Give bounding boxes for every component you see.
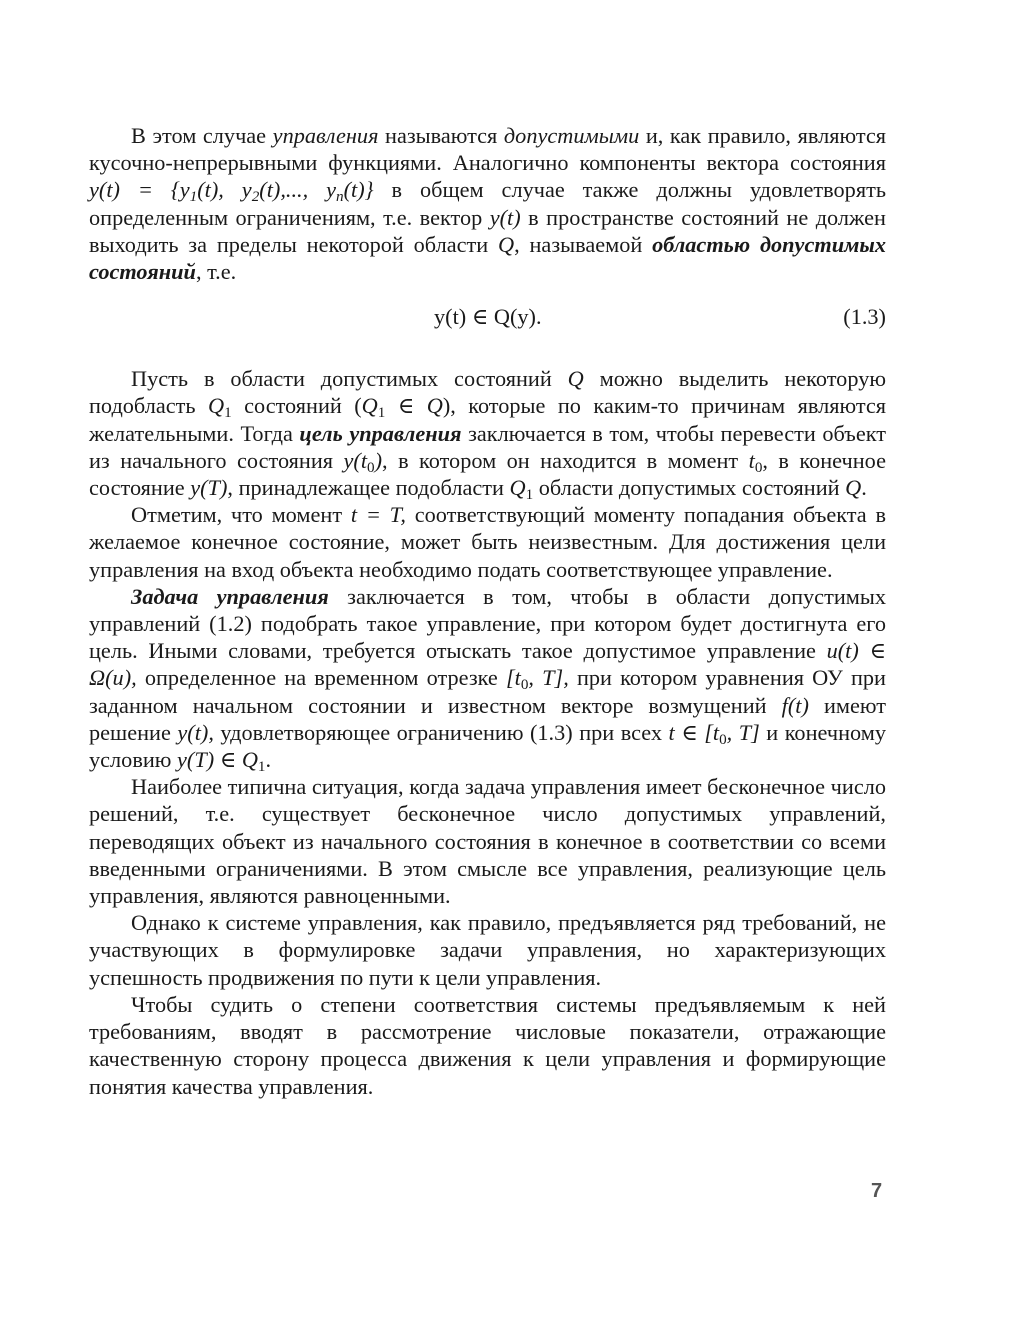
page-body bbox=[89, 122, 886, 1100]
italic-term: управления bbox=[272, 123, 379, 148]
paragraph-6: Однако к системе управления, как правило, предъявляется ряд требований, не участвующих в формулировке задачи управления, но характеризующих успешность продвижения по пути к цели управления. bbox=[89, 910, 886, 990]
bold-term: цель управления bbox=[299, 420, 462, 446]
italic-term: допустимыми bbox=[503, 123, 640, 148]
page-number: 7 bbox=[871, 1180, 883, 1202]
text: , называемой bbox=[514, 231, 653, 257]
bold-term: областью допустимых состояний bbox=[89, 231, 886, 285]
paragraph-2: Пусть в области допустимых состояний Q можно выделить некоторую подобласть $Q_1$ состояний ($Q_1$ ∈ Q), которые по каким-то причинам являются желательными. Тогда цель управления заключается в том, чтобы перевести объект из начального состояния $y(t_0)$, в котором он находится в момент $t_0$, в конечное состояние y(T), принадлежащее подобласти $Q_1$ области допустимых состояний Q. bbox=[89, 366, 887, 504]
text: и, как правило, являются кусочно-непрерывными функциями. Аналогично компоненты вектора состояния bbox=[89, 123, 886, 176]
state-vector-formula: $y(t) = \{y_1(t)$, $y_2(t)$,..., $y_n(t)$} bbox=[89, 177, 374, 206]
text: в пространстве состояний не должен выходить за пределы некоторой области bbox=[89, 204, 886, 257]
paragraph-1 bbox=[89, 122, 886, 285]
bold-term: Задача управления bbox=[131, 583, 329, 609]
inline-formula: y(t) bbox=[489, 204, 521, 230]
text: , т.е. bbox=[195, 259, 237, 285]
paragraph-7: Чтобы судить о степени соответствия системы предъявляемым к ней требованиям, вводят в рассмотрение числовые показатели, отражающие качественную сторону процесса движения к цели управления и формирующие понятия качества управления. bbox=[89, 991, 886, 1099]
inline-formula: Q bbox=[498, 231, 515, 257]
equation-formula: y(t) ∈ Q(y). bbox=[434, 304, 542, 330]
paragraph-3: Отметим, что момент t = T, соответствующий моменту попадания объекта в желаемое конечное состояние, может быть неизвестным. Для достижения цели управления на вход объекта необходимо подать соответствующее управление. bbox=[89, 502, 886, 582]
paragraph-5: Наиболее типична ситуация, когда задача управления имеет бесконечное число решений, т.е. существует бесконечное число допустимых управлений, переводящих объект из начального состояния в конечное в соответствии со всеми введенными ограничениями. В этом смысле все управления, реализующие цель управления, являются равноценными. bbox=[89, 774, 886, 909]
display-equation bbox=[89, 303, 886, 341]
text: в общем случае также должны удовлетворять определенным ограничениям, т.е. вектор bbox=[89, 177, 887, 230]
text: называются bbox=[378, 123, 504, 148]
text: В этом случае bbox=[131, 123, 273, 148]
paragraph-4: Задача управления заключается в том, чтобы в области допустимых управлений (1.2) подобрать такое управление, при котором будет достигнута его цель. Иными словами, требуется отыскать такое допустимое управление u(t) ∈ Ω(u), определенное на временном отрезке [$t_0$, T], при котором уравнения ОУ при заданном начальном состоянии и известном векторе возмущений f(t) имеют решение y(t), удовлетворяющее ограничению (1.3) при всех t ∈ [$t_0$, T] и конечному условию y(T) ∈ $Q_1$. bbox=[89, 583, 886, 776]
equation-number: (1.3) bbox=[843, 304, 886, 330]
